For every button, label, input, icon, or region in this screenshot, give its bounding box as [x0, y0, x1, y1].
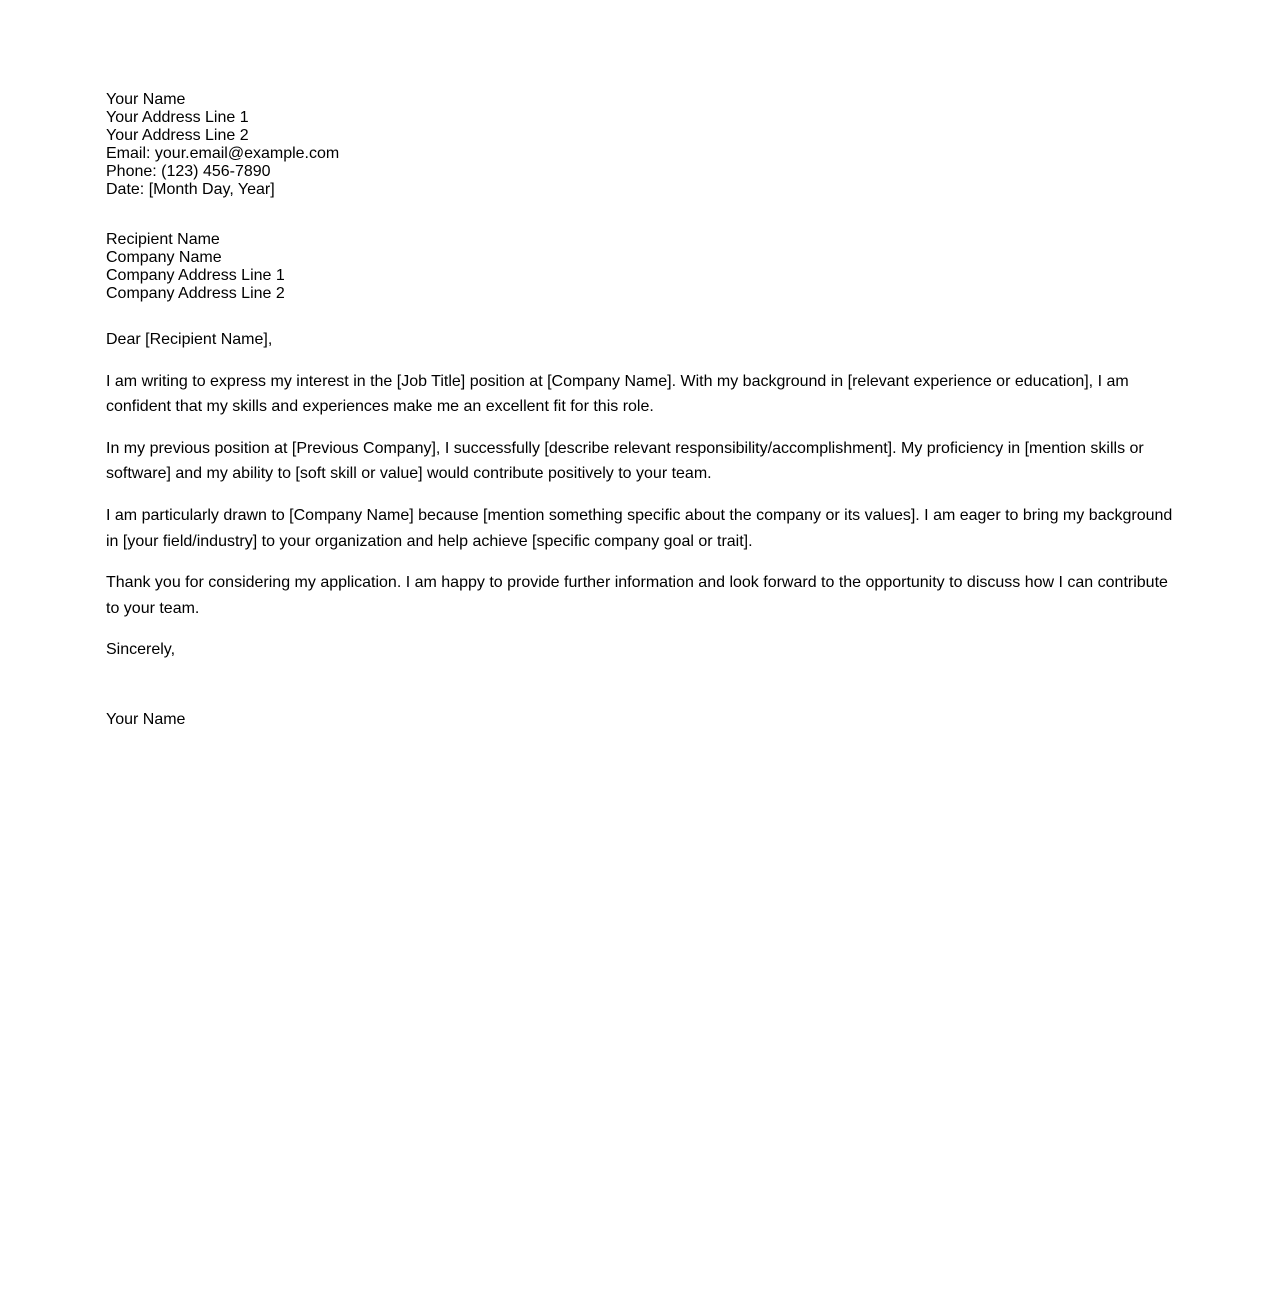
sender-address-line-2: Your Address Line 2	[106, 127, 249, 144]
recipient-address-line-2: Company Address Line 2	[106, 285, 285, 302]
body-paragraph-1: I am writing to express my interest in the [Job Title] position at [Company Name]. With my background in [relevant experience or education], I am confident that my skills and experiences make me an excellent fit for this role.	[106, 372, 1129, 416]
sender-address-line-1: Your Address Line 1	[106, 109, 249, 126]
sender-email: Email: your.email@example.com	[106, 145, 340, 162]
cover-letter	[106, 91, 1174, 733]
letter-date: Date: [Month Day, Year]	[106, 181, 275, 198]
body-paragraph-2: In my previous position at [Previous Company], I successfully [describe relevant responsibility/accomplishment]. My proficiency in [mention skills or software] and my ability to [soft skill or value] would contribute positively to your team.	[106, 439, 1144, 483]
signature-name: Your Name	[106, 710, 186, 728]
closing: Sincerely,	[106, 641, 176, 659]
recipient-company: Company Name	[106, 249, 222, 266]
sender-block	[106, 91, 1174, 199]
salutation: Dear [Recipient Name],	[106, 331, 273, 348]
recipient-block	[106, 231, 1174, 303]
recipient-name: Recipient Name	[106, 231, 220, 248]
sender-phone: Phone: (123) 456-7890	[106, 163, 271, 180]
recipient-address-line-1: Company Address Line 1	[106, 267, 285, 284]
sender-name: Your Name	[106, 91, 186, 108]
body-paragraph-3: I am particularly drawn to [Company Name] because [mention something specific about the company or its values]. I am eager to bring my background in [your field/industry] to your organization and help achieve [specific company goal or trait].	[106, 506, 1173, 550]
body-paragraph-4: Thank you for considering my application. I am happy to provide further information and look forward to the opportunity to discuss how I can contribute to your team.	[106, 574, 1168, 617]
